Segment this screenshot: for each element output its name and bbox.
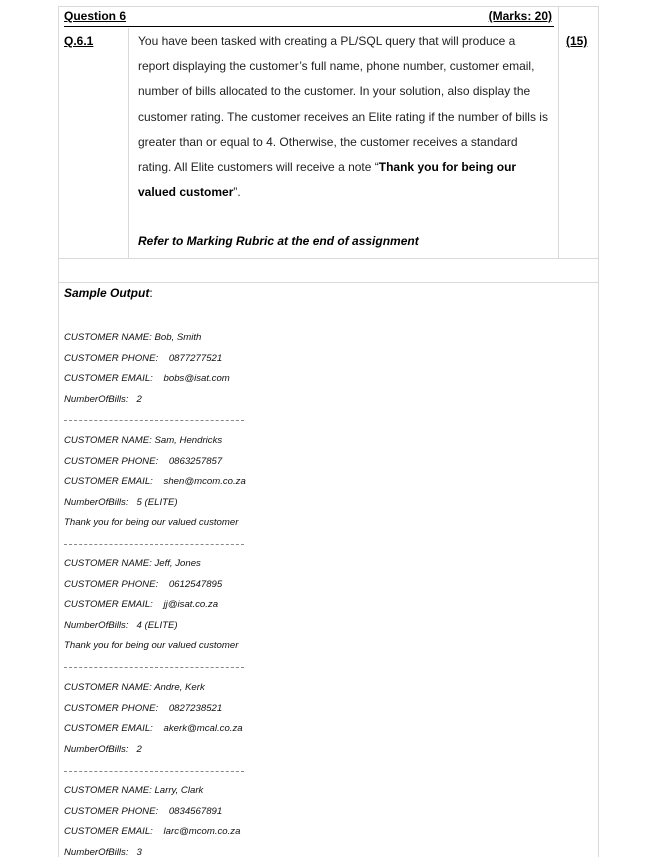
- table-border-left: [58, 6, 59, 857]
- email-label: CUSTOMER EMAIL:: [64, 723, 153, 734]
- email-label: CUSTOMER EMAIL:: [64, 826, 153, 837]
- customer-name: Sam, Hendricks: [154, 435, 223, 446]
- customer-email: shen@mcom.co.za: [163, 476, 246, 487]
- sample-output-title: [64, 286, 153, 300]
- record-separator: [64, 667, 244, 668]
- question-text: [138, 29, 548, 205]
- customer-phone: 0612547895: [168, 578, 223, 590]
- customer-email: akerk@mcal.co.za: [163, 723, 243, 734]
- customer-bills: 2: [136, 393, 142, 405]
- phone-label: CUSTOMER PHONE:: [64, 352, 159, 364]
- table-border-top: [58, 6, 598, 7]
- phone-label: CUSTOMER PHONE:: [64, 805, 159, 817]
- customer-record: [64, 328, 230, 410]
- sample-title-text: Sample Output: [64, 286, 150, 300]
- customer-bills: 5 (ELITE): [136, 496, 178, 508]
- customer-record: [64, 431, 246, 534]
- table-border-col1: [128, 28, 129, 258]
- sample-title-colon: :: [149, 286, 153, 300]
- bills-label: NumberOfBills:: [64, 393, 129, 405]
- phone-label: CUSTOMER PHONE:: [64, 578, 159, 590]
- rubric-note: Refer to Marking Rubric at the end of assignment: [138, 234, 419, 248]
- name-label: CUSTOMER NAME:: [64, 435, 152, 446]
- customer-email: jj@isat.co.za: [163, 599, 219, 610]
- email-label: CUSTOMER EMAIL:: [64, 599, 153, 610]
- question-marks: (Marks: 20): [488, 9, 552, 23]
- question-text-end: ”.: [233, 185, 241, 200]
- phone-label: CUSTOMER PHONE:: [64, 455, 159, 467]
- customer-record: [64, 781, 240, 857]
- table-border-col2: [558, 6, 559, 258]
- thank-you-note: Thank you for being our valued customer: [64, 517, 239, 528]
- customer-name: Jeff, Jones: [154, 558, 201, 569]
- customer-name: Larry, Clark: [154, 785, 204, 796]
- email-label: CUSTOMER EMAIL:: [64, 476, 153, 487]
- table-border-right: [598, 6, 599, 857]
- customer-record: [64, 554, 238, 657]
- customer-record: [64, 678, 243, 760]
- question-sub-marks: (15): [566, 34, 588, 48]
- customer-phone: 0827238521: [168, 702, 223, 714]
- customer-bills: 2: [136, 743, 142, 755]
- name-label: CUSTOMER NAME:: [64, 682, 152, 693]
- bills-label: NumberOfBills:: [64, 619, 129, 631]
- question-title: Question 6: [64, 9, 127, 23]
- customer-name: Bob, Smith: [154, 332, 202, 343]
- customer-email: larc@mcom.co.za: [163, 826, 241, 837]
- name-label: CUSTOMER NAME:: [64, 558, 152, 569]
- question-text-bold: Thank you for being our valued customer: [138, 160, 517, 200]
- email-label: CUSTOMER EMAIL:: [64, 373, 153, 384]
- name-label: CUSTOMER NAME:: [64, 785, 152, 796]
- thank-you-note: Thank you for being our valued customer: [64, 640, 239, 651]
- bills-label: NumberOfBills:: [64, 846, 129, 857]
- customer-name: Andre, Kerk: [154, 682, 205, 693]
- customer-phone: 0834567891: [168, 805, 223, 817]
- customer-bills: 3: [136, 846, 142, 857]
- bills-label: NumberOfBills:: [64, 743, 129, 755]
- customer-email: bobs@isat.com: [163, 373, 230, 384]
- table-border-row2: [58, 282, 598, 283]
- record-separator: [64, 544, 244, 545]
- question-number: Q.6.1: [64, 34, 94, 48]
- customer-phone: 0863257857: [168, 455, 223, 467]
- record-separator: [64, 771, 244, 772]
- customer-phone: 0877277521: [168, 352, 223, 364]
- name-label: CUSTOMER NAME:: [64, 332, 152, 343]
- customer-bills: 4 (ELITE): [136, 619, 178, 631]
- question-header: [64, 8, 554, 27]
- phone-label: CUSTOMER PHONE:: [64, 702, 159, 714]
- table-border-row: [58, 258, 598, 259]
- record-separator: [64, 420, 244, 421]
- question-text-plain: You have been tasked with creating a PL/SQL query that will produce a report displaying the customer’s full name, phone number, customer email, number of bills allocated to the customer. In your solution, also display the customer rating. The customer receives an Elite rating if the number of bills is greater than or equal to 4. Otherwise, the customer receives a standard rating. All Elite customers will receive a note “: [138, 34, 548, 175]
- bills-label: NumberOfBills:: [64, 496, 129, 508]
